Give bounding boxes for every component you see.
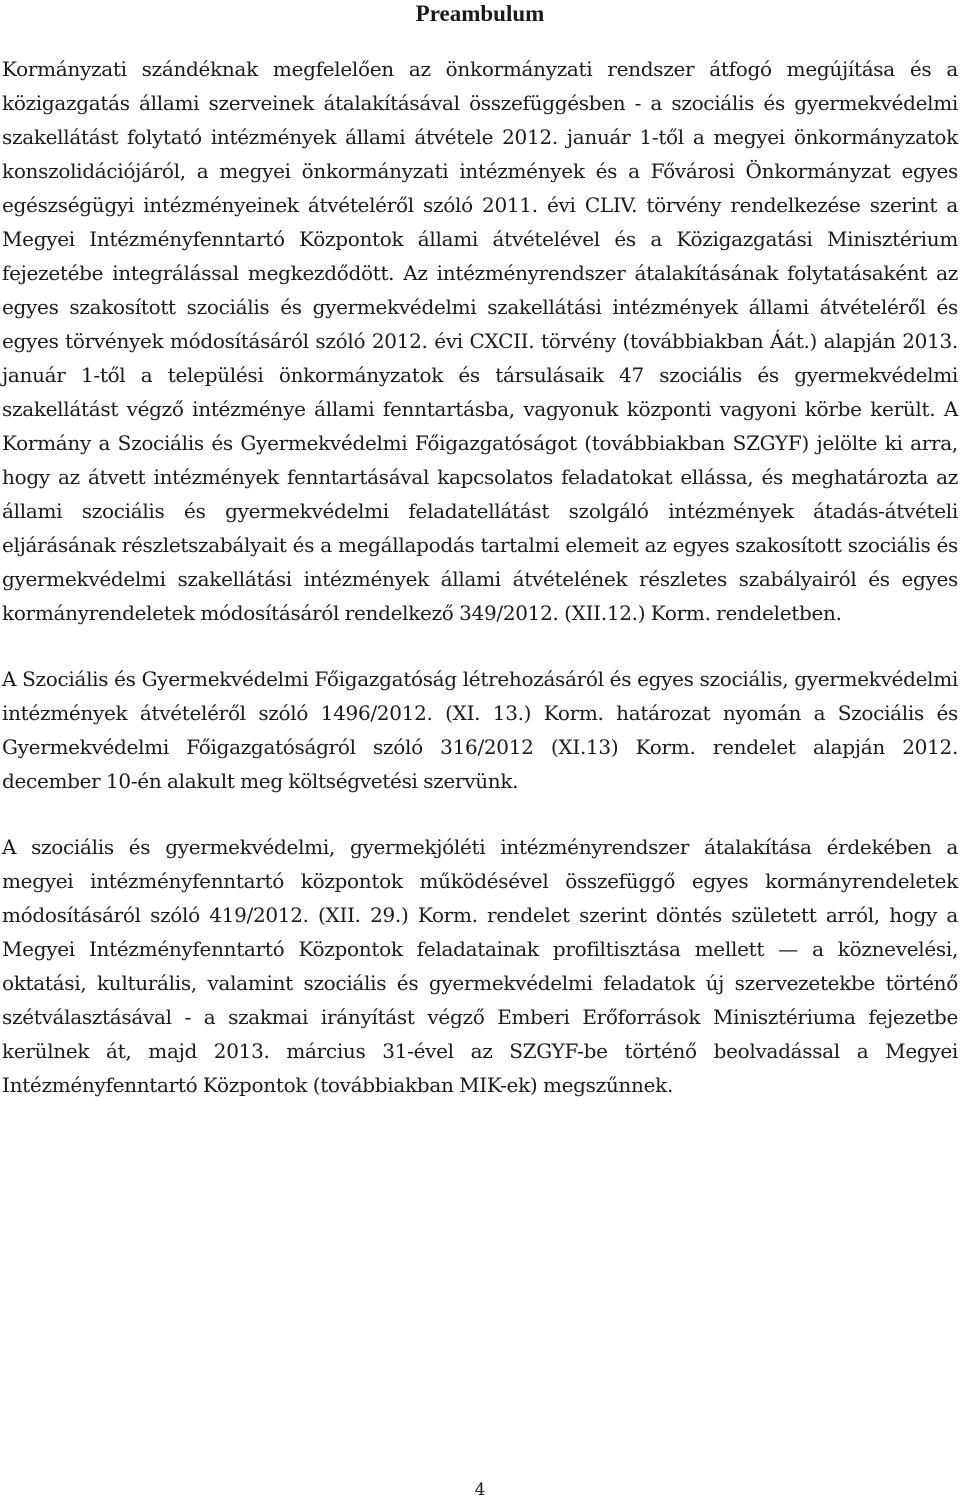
document-body xyxy=(2,52,958,1102)
paragraph-2: A Szociális és Gyermekvédelmi Főigazgatóság létrehozásáról és egyes szociális, gyermekvédelmi intézmények átvételéről szóló 1496/2012. (XI. 13.) Korm. határozat nyomán a Szociális és Gyermekvédelmi Főigazgatóságról szóló 316/2012 (XI.13) Korm. rendelet alapján 2012. december 10-én alakult meg költségvetési szervünk. xyxy=(2,667,958,793)
paragraph-3: A szociális és gyermekvédelmi, gyermekjóléti intézményrendszer átalakítása érdekében a megyei intézményfenntartó központok működésével összefüggő egyes kormányrendeletek módosításáról szóló 419/2012. (XII. 29.) Korm. rendelet szerint döntés született arról, hogy a Megyei Intézményfenntartó Központok feladatainak profiltisztása mellett — a köznevelési, oktatási, kulturális, valamint szociális és gyermekvédelmi feladatok új szervezetekbe történő szétválasztásával - a szakmai irányítást végző Emberi Erőforrások Minisztériuma fejezetbe kerülnek át, majd 2013. március 31-ével az SZGYF-be történő beolvadással a Megyei Intézményfenntartó Központok (továbbiakban MIK-ek) megszűnnek. xyxy=(2,835,958,1097)
page-number: 4 xyxy=(474,1480,486,1500)
page-title: Preambulum xyxy=(415,1,545,26)
paragraph-1: Kormányzati szándéknak megfelelően az önkormányzati rendszer átfogó megújítása és a közigazgatás állami szerveinek átalakításával összefüggésben - a szociális és gyermekvédelmi szakellátást folytató intézmények állami átvétele 2012. január 1-től a megyei önkormányzatok konszolidációjáról, a megyei önkormányzati intézmények és a Fővárosi Önkormányzat egyes egészségügyi intézményeinek átvételéről szóló 2011. évi CLIV. törvény rendelkezése szerint a Megyei Intézményfenntartó Központok állami átvételével és a Közigazgatási Minisztérium fejezetébe integrálással megkezdődött. Az intézményrendszer átalakításának folytatásaként az egyes szakosított szociális és gyermekvédelmi szakellátási intézmények állami átvételéről és egyes törvények módosításáról szóló 2012. évi CXCII. törvény (továbbiakban Áát.) alapján 2013. január 1-től a települési önkormányzatok és társulásaik 47 szociális és gyermekvédelmi szakellátást végző intézménye állami fenntartásba, vagyonuk központi vagyoni körbe került. A Kormány a Szociális és Gyermekvédelmi Főigazgatóságot (továbbiakban SZGYF) jelölte ki arra, hogy az átvett intézmények fenntartásával kapcsolatos feladatokat ellássa, és meghatározta az állami szociális és gyermekvédelmi feladatellátást szolgáló intézmények átadás-átvételi eljárásának részletszabályait és a megállapodás tartalmi elemeit az egyes szakosított szociális és gyermekvédelmi szakellátási intézmények állami átvételének részletes szabályairól és egyes kormányrendeletek módosításáról rendelkező 349/2012. (XII.12.) Korm. rendeletben. xyxy=(2,57,958,625)
